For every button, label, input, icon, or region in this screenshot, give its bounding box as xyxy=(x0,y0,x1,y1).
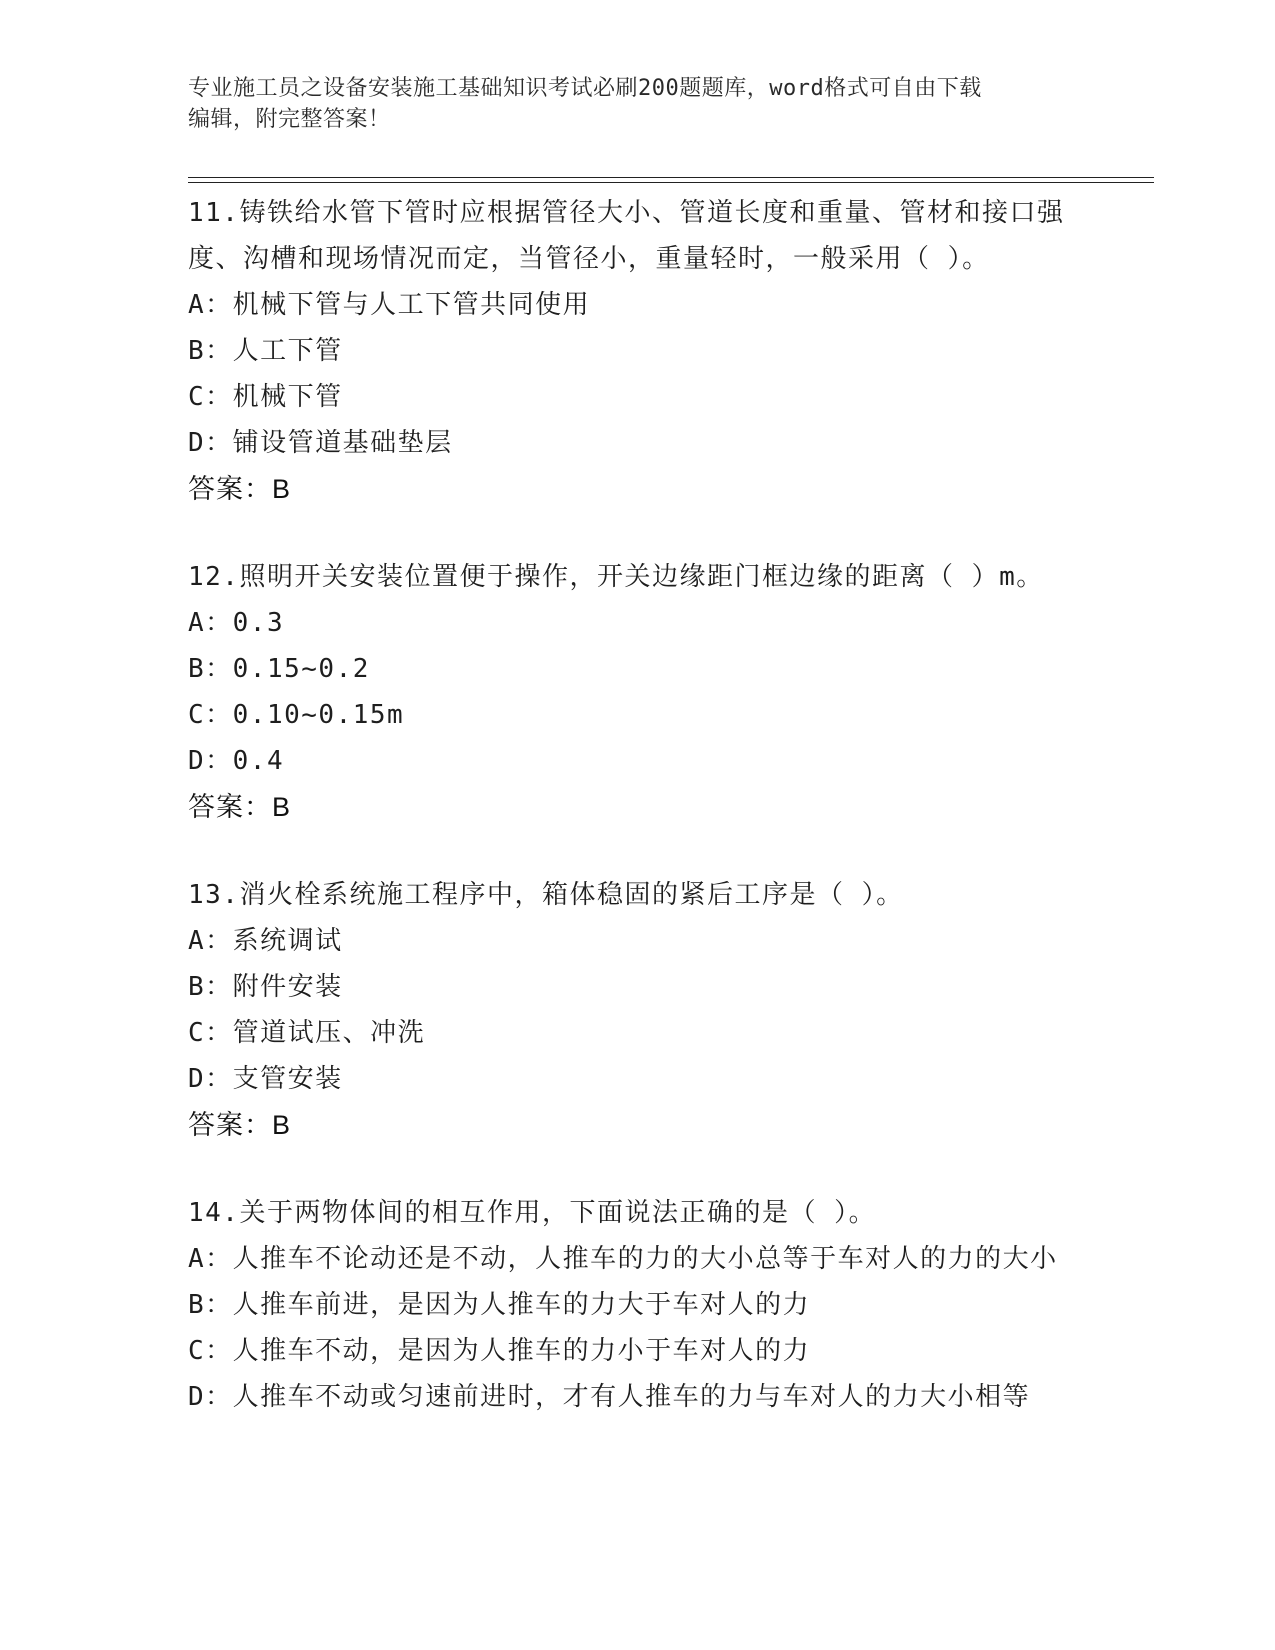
header-line-2: 编辑，附完整答案！ xyxy=(188,107,391,132)
option-b: B：人工下管 xyxy=(188,336,343,366)
option-d: D：0.4 xyxy=(188,746,285,776)
header-divider-bottom xyxy=(188,182,1154,183)
header-line-1: 专业施工员之设备安装施工基础知识考试必刷200题题库，word格式可自由下载 xyxy=(188,76,982,101)
option-c: C：0.10~0.15m xyxy=(188,700,405,730)
option-a: A：机械下管与人工下管共同使用 xyxy=(188,290,591,320)
option-b: B：0.15~0.2 xyxy=(188,654,370,684)
question-12 xyxy=(188,554,1088,830)
question-text: 13.消火栓系统施工程序中，箱体稳固的紧后工序是（ ）。 xyxy=(188,880,904,910)
answer: 答案：B xyxy=(188,1110,292,1140)
option-a: A：0.3 xyxy=(188,608,285,638)
question-13 xyxy=(188,872,1088,1148)
question-list xyxy=(188,190,1088,1420)
question-text: 11.铸铁给水管下管时应根据管径大小、管道长度和重量、管材和接口强度、沟槽和现场情况而定，当管径小，重量轻时，一般采用（ ）。 xyxy=(188,198,1065,274)
question-text: 12.照明开关安装位置便于操作，开关边缘距门框边缘的距离（ ）m。 xyxy=(188,562,1044,592)
option-d: D：支管安装 xyxy=(188,1064,343,1094)
option-c: C：机械下管 xyxy=(188,382,343,412)
document-header xyxy=(188,73,1068,135)
option-c: C：管道试压、冲洗 xyxy=(188,1018,426,1048)
option-b: B：人推车前进，是因为人推车的力大于车对人的力 xyxy=(188,1290,811,1320)
option-a: A：人推车不论动还是不动，人推车的力的大小总等于车对人的力的大小 xyxy=(188,1244,1058,1274)
question-11 xyxy=(188,190,1088,512)
option-d: D：人推车不动或匀速前进时，才有人推车的力与车对人的力大小相等 xyxy=(188,1382,1031,1412)
option-c: C：人推车不动，是因为人推车的力小于车对人的力 xyxy=(188,1336,811,1366)
header-divider-top xyxy=(188,177,1154,178)
question-text: 14.关于两物体间的相互作用，下面说法正确的是（ ）。 xyxy=(188,1198,877,1228)
option-a: A：系统调试 xyxy=(188,926,343,956)
answer: 答案：B xyxy=(188,474,292,504)
option-b: B：附件安装 xyxy=(188,972,343,1002)
answer: 答案：B xyxy=(188,792,292,822)
option-d: D：铺设管道基础垫层 xyxy=(188,428,453,458)
question-14 xyxy=(188,1190,1088,1420)
